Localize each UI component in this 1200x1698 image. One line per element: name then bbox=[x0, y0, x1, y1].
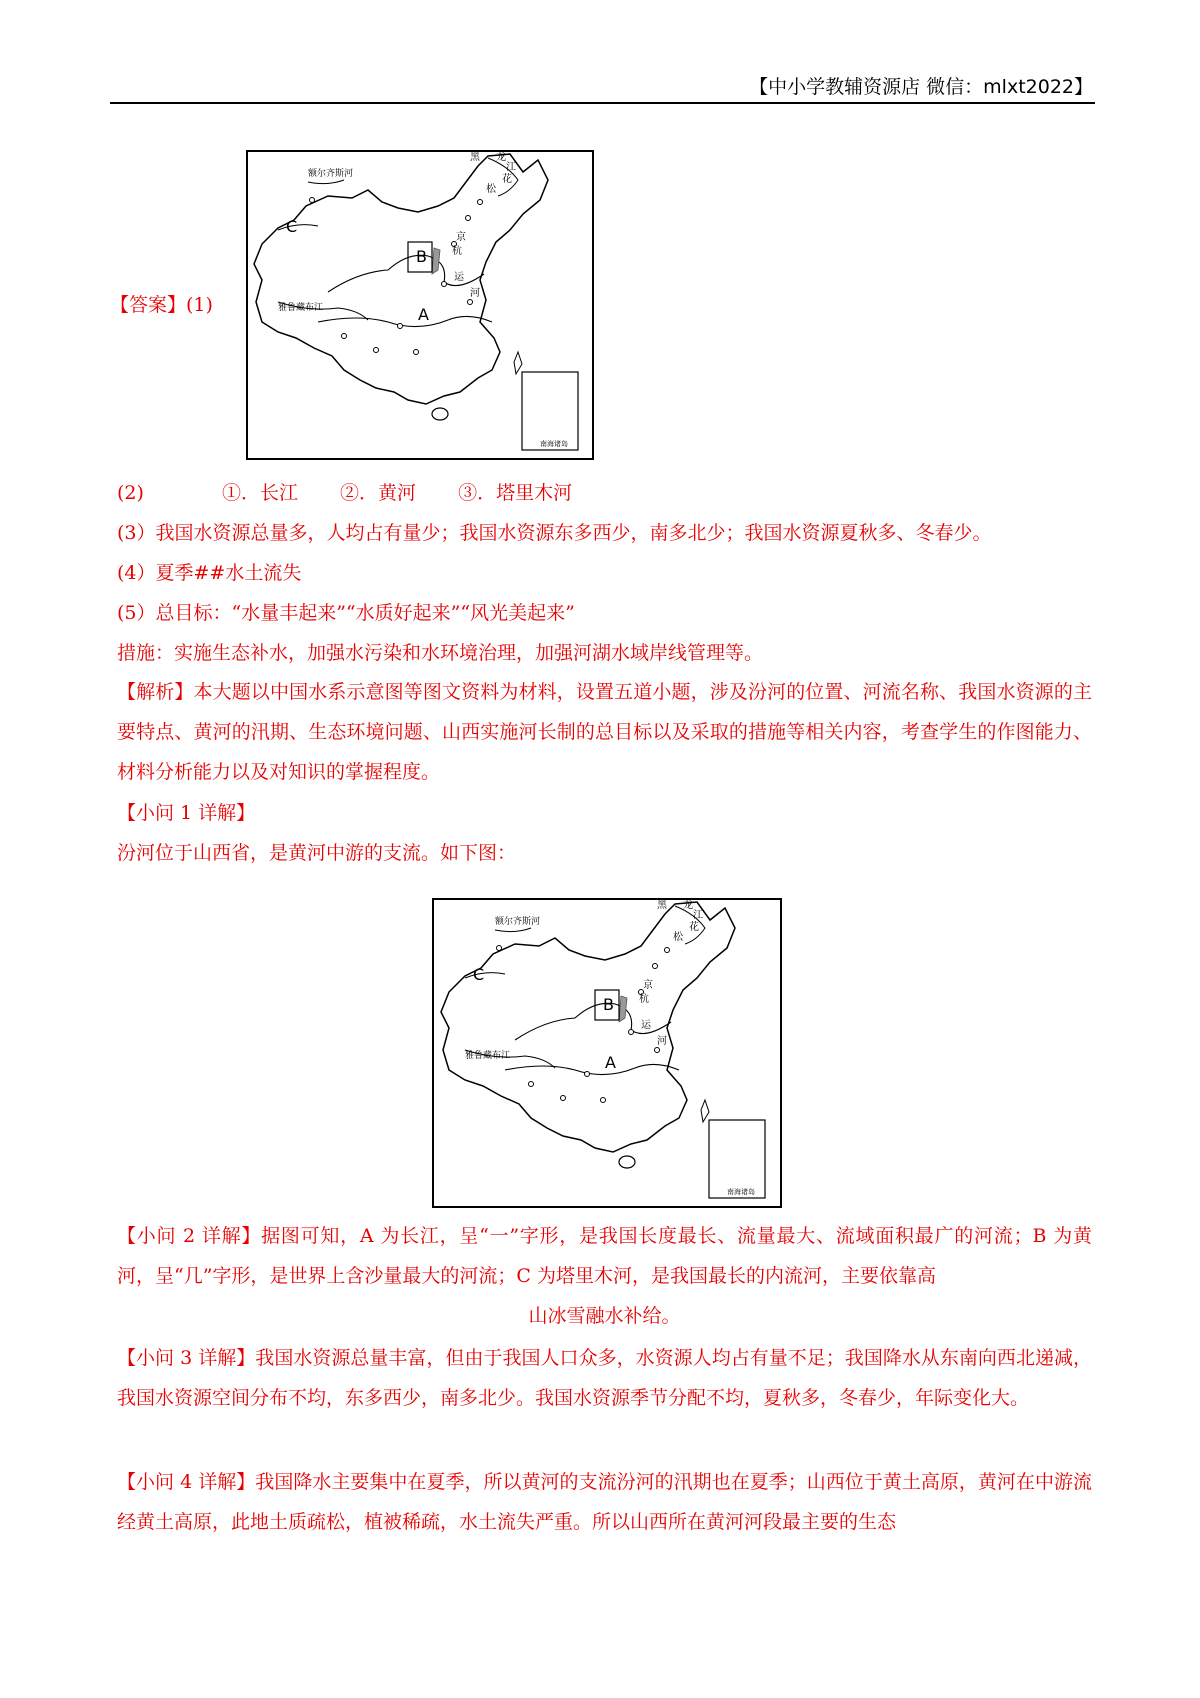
map-label-hei: 黑 bbox=[470, 152, 480, 163]
detail4-paragraph: 【小问 4 详解】我国降水主要集中在夏季，所以黄河的支流汾河的汛期也在夏季；山西位于黄土高原，黄河在中游流经黄土高原，此地土质疏松，植被稀疏，水土流失严重。所以山西所在黄河河段最主要的生态 bbox=[117, 1471, 1092, 1533]
answer-q2-item-2: ②．黄河 bbox=[340, 482, 417, 504]
map2-label-c: C bbox=[473, 965, 485, 984]
map-label-c: C bbox=[286, 217, 298, 236]
map-label-long: 龙 bbox=[496, 152, 506, 163]
map-label-jiang: 江 bbox=[506, 162, 516, 173]
map-label-jing: 京 bbox=[456, 232, 466, 243]
map-drawing-2 bbox=[434, 900, 780, 1206]
map2-label-a: A bbox=[605, 1053, 616, 1072]
map2-label-long: 龙 bbox=[683, 900, 693, 911]
answer-q2 bbox=[117, 478, 572, 505]
answer-q3: (3）我国水资源总量多，人均占有量少；我国水资源东多西少，南多北少；我国水资源夏秋多、冬春少。 bbox=[117, 522, 992, 544]
map-label-song: 松 bbox=[486, 184, 496, 195]
detail3-paragraph: 【小问 3 详解】我国水资源总量丰富，但由于我国人口众多，水资源人均占有量不足；我国降水从东南向西北递减，我国水资源空间分布不均，东多西少，南多北少。我国水资源季节分配不均，夏秋多，冬春少，年际变化大。 bbox=[117, 1347, 1092, 1409]
china-river-map-2 bbox=[432, 898, 782, 1208]
map2-label-jiang: 江 bbox=[693, 910, 703, 921]
detail1-heading: 【小问 1 详解】 bbox=[117, 802, 256, 824]
answer-q2-item-1: ①．长江 bbox=[221, 482, 298, 504]
map2-label-hang: 杭 bbox=[639, 994, 649, 1005]
answer-label: 【答案】(1) bbox=[110, 294, 213, 316]
map-label-inset: 南海诸岛 bbox=[540, 440, 568, 448]
map2-label-inset: 南海诸岛 bbox=[727, 1188, 755, 1196]
map-label-yun: 运 bbox=[454, 272, 464, 283]
detail1-text: 汾河位于山西省，是黄河中游的支流。如下图： bbox=[117, 842, 517, 864]
map2-label-irtysh: 额尔齐斯河 bbox=[495, 917, 541, 927]
map-label-irtysh: 额尔齐斯河 bbox=[308, 169, 354, 179]
map-label-b: B bbox=[416, 247, 427, 266]
map2-label-he: 河 bbox=[657, 1036, 667, 1047]
detail2-paragraph: 【小问 2 详解】据图可知，A 为长江，呈“一”字形，是我国长度最长、流量最大、流域面积最广的河流；B 为黄河，呈“几”字形，是世界上含沙量最大的河流；C 为塔里木河，是我国最长的内流河，主要依靠高 bbox=[117, 1225, 1092, 1287]
answer-q5: (5）总目标：“水量丰起来”“水质好起来”“风光美起来” bbox=[117, 602, 575, 624]
answer-q2-item-3: ③．塔里木河 bbox=[458, 482, 573, 504]
map-drawing bbox=[248, 152, 592, 458]
map2-label-yun: 运 bbox=[641, 1020, 651, 1031]
map-label-a: A bbox=[418, 305, 429, 324]
map-label-hang: 杭 bbox=[452, 246, 462, 257]
map2-label-b: B bbox=[603, 995, 614, 1014]
answer-q4: (4）夏季##水土流失 bbox=[117, 562, 302, 584]
detail2-last-line: 山冰雪融水补给。 bbox=[528, 1305, 681, 1327]
map2-label-hua: 花 bbox=[689, 922, 699, 933]
map2-label-song: 松 bbox=[673, 932, 683, 943]
map2-label-hei: 黑 bbox=[657, 900, 667, 911]
answer-q2-num: (2) bbox=[117, 482, 144, 504]
answer-measures: 措施：实施生态补水，加强水污染和水环境治理，加强河湖水域岸线管理等。 bbox=[117, 642, 764, 664]
map-label-he: 河 bbox=[470, 288, 480, 299]
analysis-paragraph: 【解析】本大题以中国水系示意图等图文资料为材料，设置五道小题，涉及汾河的位置、河流名称、我国水资源的主要特点、黄河的汛期、生态环境问题、山西实施河长制的总目标以及采取的措施等相关内容，考查学生的作图能力、材料分析能力以及对知识的掌握程度。 bbox=[117, 681, 1092, 783]
map2-label-yarlung: 雅鲁藏布江 bbox=[465, 1051, 511, 1061]
header-text: 【中小学教辅资源店 微信：mlxt2022】 bbox=[749, 76, 1093, 98]
china-river-map-1 bbox=[246, 150, 594, 460]
map-label-yarlung: 雅鲁藏布江 bbox=[278, 303, 324, 313]
page-header bbox=[110, 68, 1095, 104]
map2-label-jing: 京 bbox=[643, 980, 653, 991]
map-label-hua: 花 bbox=[502, 174, 512, 185]
